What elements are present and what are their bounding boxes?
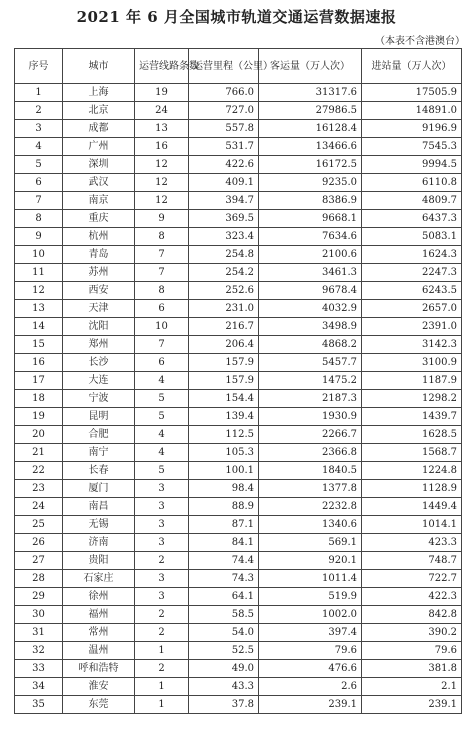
cell-entries: 1628.5 (362, 426, 462, 444)
cell-lines: 7 (135, 336, 189, 354)
cell-ridership: 27986.5 (259, 102, 362, 120)
cell-length: 74.4 (189, 552, 259, 570)
scope-note: （本表不含港澳台） (375, 36, 465, 47)
cell-city: 上海 (63, 84, 135, 102)
cell-length: 100.1 (189, 462, 259, 480)
cell-entries: 1624.3 (362, 246, 462, 264)
cell-city: 长春 (63, 462, 135, 480)
cell-ridership: 5457.7 (259, 354, 362, 372)
cell-index: 21 (15, 444, 63, 462)
cell-lines: 2 (135, 624, 189, 642)
cell-ridership: 239.1 (259, 696, 362, 714)
cell-ridership: 2366.8 (259, 444, 362, 462)
table-row (15, 480, 462, 498)
cell-lines: 12 (135, 174, 189, 192)
report-title: 2021 年 6 月全国城市轨道交通运营数据速报 (76, 8, 397, 26)
cell-index: 9 (15, 228, 63, 246)
cell-city: 重庆 (63, 210, 135, 228)
table-row (15, 408, 462, 426)
table-header-row (15, 49, 462, 84)
header-city: 城市 (63, 49, 135, 84)
cell-index: 28 (15, 570, 63, 588)
cell-city: 大连 (63, 372, 135, 390)
cell-ridership: 2.6 (259, 678, 362, 696)
cell-city: 西安 (63, 282, 135, 300)
header-entries: 进站量（万人次） (362, 49, 462, 84)
table-row (15, 588, 462, 606)
cell-city: 沈阳 (63, 318, 135, 336)
cell-length: 157.9 (189, 354, 259, 372)
cell-length: 43.3 (189, 678, 259, 696)
cell-index: 34 (15, 678, 63, 696)
cell-lines: 4 (135, 444, 189, 462)
cell-ridership: 9678.4 (259, 282, 362, 300)
cell-ridership: 1475.2 (259, 372, 362, 390)
cell-entries: 79.6 (362, 642, 462, 660)
cell-city: 福州 (63, 606, 135, 624)
cell-index: 20 (15, 426, 63, 444)
cell-lines: 19 (135, 84, 189, 102)
cell-lines: 1 (135, 678, 189, 696)
cell-entries: 14891.0 (362, 102, 462, 120)
table-row (15, 516, 462, 534)
cell-lines: 5 (135, 408, 189, 426)
cell-lines: 1 (135, 642, 189, 660)
cell-length: 105.3 (189, 444, 259, 462)
table-body (15, 84, 462, 714)
cell-lines: 7 (135, 246, 189, 264)
cell-index: 11 (15, 264, 63, 282)
cell-index: 4 (15, 138, 63, 156)
cell-entries: 1439.7 (362, 408, 462, 426)
cell-lines: 5 (135, 390, 189, 408)
cell-index: 2 (15, 102, 63, 120)
cell-ridership: 13466.6 (259, 138, 362, 156)
cell-length: 88.9 (189, 498, 259, 516)
cell-index: 18 (15, 390, 63, 408)
cell-lines: 12 (135, 192, 189, 210)
cell-index: 8 (15, 210, 63, 228)
cell-ridership: 3498.9 (259, 318, 362, 336)
table-row (15, 642, 462, 660)
table-row (15, 282, 462, 300)
cell-city: 徐州 (63, 588, 135, 606)
cell-ridership: 2187.3 (259, 390, 362, 408)
cell-city: 青岛 (63, 246, 135, 264)
cell-length: 87.1 (189, 516, 259, 534)
cell-entries: 2.1 (362, 678, 462, 696)
cell-city: 北京 (63, 102, 135, 120)
table-row (15, 120, 462, 138)
table-row (15, 336, 462, 354)
cell-index: 17 (15, 372, 63, 390)
table-row (15, 462, 462, 480)
cell-ridership: 1840.5 (259, 462, 362, 480)
cell-length: 98.4 (189, 480, 259, 498)
cell-lines: 3 (135, 516, 189, 534)
cell-length: 216.7 (189, 318, 259, 336)
cell-length: 766.0 (189, 84, 259, 102)
table-row (15, 534, 462, 552)
cell-length: 422.6 (189, 156, 259, 174)
cell-ridership: 16128.4 (259, 120, 362, 138)
table-row (15, 84, 462, 102)
cell-entries: 9994.5 (362, 156, 462, 174)
cell-index: 33 (15, 660, 63, 678)
table-row (15, 660, 462, 678)
table-row (15, 444, 462, 462)
cell-length: 409.1 (189, 174, 259, 192)
cell-lines: 5 (135, 462, 189, 480)
cell-lines: 3 (135, 588, 189, 606)
table-row (15, 354, 462, 372)
cell-city: 杭州 (63, 228, 135, 246)
cell-ridership: 1930.9 (259, 408, 362, 426)
table-row (15, 102, 462, 120)
cell-entries: 842.8 (362, 606, 462, 624)
cell-length: 157.9 (189, 372, 259, 390)
cell-ridership: 519.9 (259, 588, 362, 606)
cell-city: 广州 (63, 138, 135, 156)
cell-index: 5 (15, 156, 63, 174)
table-row (15, 426, 462, 444)
table-row (15, 210, 462, 228)
cell-ridership: 920.1 (259, 552, 362, 570)
table-row (15, 498, 462, 516)
cell-entries: 6243.5 (362, 282, 462, 300)
cell-city: 呼和浩特 (63, 660, 135, 678)
cell-lines: 9 (135, 210, 189, 228)
cell-ridership: 79.6 (259, 642, 362, 660)
cell-ridership: 2100.6 (259, 246, 362, 264)
cell-index: 35 (15, 696, 63, 714)
cell-lines: 4 (135, 372, 189, 390)
cell-city: 济南 (63, 534, 135, 552)
table-row (15, 696, 462, 714)
cell-length: 727.0 (189, 102, 259, 120)
cell-entries: 2657.0 (362, 300, 462, 318)
table-row (15, 246, 462, 264)
cell-ridership: 4032.9 (259, 300, 362, 318)
cell-index: 16 (15, 354, 63, 372)
cell-lines: 3 (135, 570, 189, 588)
header-ridership: 客运量（万人次） (259, 49, 362, 84)
cell-entries: 1298.2 (362, 390, 462, 408)
cell-entries: 2391.0 (362, 318, 462, 336)
cell-length: 531.7 (189, 138, 259, 156)
cell-city: 合肥 (63, 426, 135, 444)
table-row (15, 552, 462, 570)
cell-entries: 381.8 (362, 660, 462, 678)
cell-index: 3 (15, 120, 63, 138)
cell-ridership: 1002.0 (259, 606, 362, 624)
header-index: 序号 (15, 49, 63, 84)
cell-ridership: 476.6 (259, 660, 362, 678)
cell-entries: 422.3 (362, 588, 462, 606)
table-row (15, 678, 462, 696)
cell-index: 26 (15, 534, 63, 552)
cell-entries: 1128.9 (362, 480, 462, 498)
cell-lines: 12 (135, 156, 189, 174)
header-length: 运营里程（公里） (189, 49, 259, 84)
header-lines: 运营线路条数 (135, 49, 189, 84)
cell-index: 6 (15, 174, 63, 192)
cell-city: 贵阳 (63, 552, 135, 570)
cell-entries: 722.7 (362, 570, 462, 588)
cell-entries: 1187.9 (362, 372, 462, 390)
cell-city: 苏州 (63, 264, 135, 282)
cell-length: 74.3 (189, 570, 259, 588)
cell-lines: 2 (135, 660, 189, 678)
cell-ridership: 31317.6 (259, 84, 362, 102)
cell-city: 温州 (63, 642, 135, 660)
cell-entries: 17505.9 (362, 84, 462, 102)
cell-index: 14 (15, 318, 63, 336)
cell-entries: 1568.7 (362, 444, 462, 462)
cell-ridership: 4868.2 (259, 336, 362, 354)
cell-length: 369.5 (189, 210, 259, 228)
cell-index: 32 (15, 642, 63, 660)
cell-city: 郑州 (63, 336, 135, 354)
cell-city: 昆明 (63, 408, 135, 426)
cell-city: 淮安 (63, 678, 135, 696)
cell-entries: 7545.3 (362, 138, 462, 156)
cell-city: 南京 (63, 192, 135, 210)
cell-lines: 6 (135, 354, 189, 372)
table-row (15, 390, 462, 408)
cell-lines: 6 (135, 300, 189, 318)
cell-city: 长沙 (63, 354, 135, 372)
cell-lines: 10 (135, 318, 189, 336)
cell-index: 22 (15, 462, 63, 480)
cell-city: 南宁 (63, 444, 135, 462)
cell-entries: 4809.7 (362, 192, 462, 210)
table-row (15, 300, 462, 318)
table-row (15, 606, 462, 624)
cell-ridership: 8386.9 (259, 192, 362, 210)
cell-index: 23 (15, 480, 63, 498)
cell-ridership: 569.1 (259, 534, 362, 552)
table-row (15, 264, 462, 282)
cell-length: 37.8 (189, 696, 259, 714)
cell-ridership: 1011.4 (259, 570, 362, 588)
cell-length: 323.4 (189, 228, 259, 246)
cell-length: 254.2 (189, 264, 259, 282)
cell-length: 154.4 (189, 390, 259, 408)
cell-city: 常州 (63, 624, 135, 642)
cell-entries: 1449.4 (362, 498, 462, 516)
cell-entries: 6110.8 (362, 174, 462, 192)
table-row (15, 570, 462, 588)
cell-index: 12 (15, 282, 63, 300)
cell-length: 84.1 (189, 534, 259, 552)
cell-index: 10 (15, 246, 63, 264)
cell-lines: 4 (135, 426, 189, 444)
cell-city: 东莞 (63, 696, 135, 714)
cell-lines: 1 (135, 696, 189, 714)
cell-length: 254.8 (189, 246, 259, 264)
cell-index: 19 (15, 408, 63, 426)
cell-entries: 423.3 (362, 534, 462, 552)
table-row (15, 156, 462, 174)
metro-data-table (14, 48, 462, 714)
table-row (15, 192, 462, 210)
cell-entries: 390.2 (362, 624, 462, 642)
cell-city: 无锡 (63, 516, 135, 534)
cell-length: 139.4 (189, 408, 259, 426)
cell-lines: 24 (135, 102, 189, 120)
cell-lines: 2 (135, 606, 189, 624)
cell-entries: 3100.9 (362, 354, 462, 372)
cell-city: 南昌 (63, 498, 135, 516)
cell-entries: 1224.8 (362, 462, 462, 480)
cell-entries: 748.7 (362, 552, 462, 570)
cell-ridership: 7634.6 (259, 228, 362, 246)
table-row (15, 318, 462, 336)
cell-length: 394.7 (189, 192, 259, 210)
cell-index: 1 (15, 84, 63, 102)
cell-length: 557.8 (189, 120, 259, 138)
cell-index: 27 (15, 552, 63, 570)
cell-index: 31 (15, 624, 63, 642)
cell-lines: 3 (135, 498, 189, 516)
cell-city: 深圳 (63, 156, 135, 174)
cell-ridership: 2232.8 (259, 498, 362, 516)
cell-city: 宁波 (63, 390, 135, 408)
cell-ridership: 9235.0 (259, 174, 362, 192)
cell-index: 13 (15, 300, 63, 318)
table-row (15, 174, 462, 192)
table-row (15, 372, 462, 390)
cell-length: 231.0 (189, 300, 259, 318)
cell-city: 武汉 (63, 174, 135, 192)
cell-length: 58.5 (189, 606, 259, 624)
cell-lines: 7 (135, 264, 189, 282)
cell-city: 天津 (63, 300, 135, 318)
cell-ridership: 3461.3 (259, 264, 362, 282)
cell-ridership: 397.4 (259, 624, 362, 642)
cell-lines: 3 (135, 480, 189, 498)
cell-lines: 8 (135, 228, 189, 246)
table-row (15, 624, 462, 642)
cell-lines: 13 (135, 120, 189, 138)
cell-entries: 1014.1 (362, 516, 462, 534)
cell-lines: 8 (135, 282, 189, 300)
cell-length: 112.5 (189, 426, 259, 444)
cell-length: 64.1 (189, 588, 259, 606)
cell-index: 29 (15, 588, 63, 606)
cell-ridership: 16172.5 (259, 156, 362, 174)
cell-entries: 3142.3 (362, 336, 462, 354)
cell-index: 24 (15, 498, 63, 516)
cell-entries: 6437.3 (362, 210, 462, 228)
cell-lines: 2 (135, 552, 189, 570)
cell-length: 206.4 (189, 336, 259, 354)
cell-ridership: 1377.8 (259, 480, 362, 498)
cell-length: 52.5 (189, 642, 259, 660)
cell-index: 7 (15, 192, 63, 210)
cell-lines: 3 (135, 534, 189, 552)
table-row (15, 228, 462, 246)
table-row (15, 138, 462, 156)
cell-index: 15 (15, 336, 63, 354)
cell-lines: 16 (135, 138, 189, 156)
cell-ridership: 2266.7 (259, 426, 362, 444)
cell-length: 54.0 (189, 624, 259, 642)
cell-index: 30 (15, 606, 63, 624)
cell-ridership: 9668.1 (259, 210, 362, 228)
cell-city: 石家庄 (63, 570, 135, 588)
cell-city: 厦门 (63, 480, 135, 498)
cell-length: 49.0 (189, 660, 259, 678)
cell-ridership: 1340.6 (259, 516, 362, 534)
cell-entries: 2247.3 (362, 264, 462, 282)
cell-entries: 9196.9 (362, 120, 462, 138)
cell-city: 成都 (63, 120, 135, 138)
cell-index: 25 (15, 516, 63, 534)
cell-entries: 5083.1 (362, 228, 462, 246)
cell-entries: 239.1 (362, 696, 462, 714)
cell-length: 252.6 (189, 282, 259, 300)
